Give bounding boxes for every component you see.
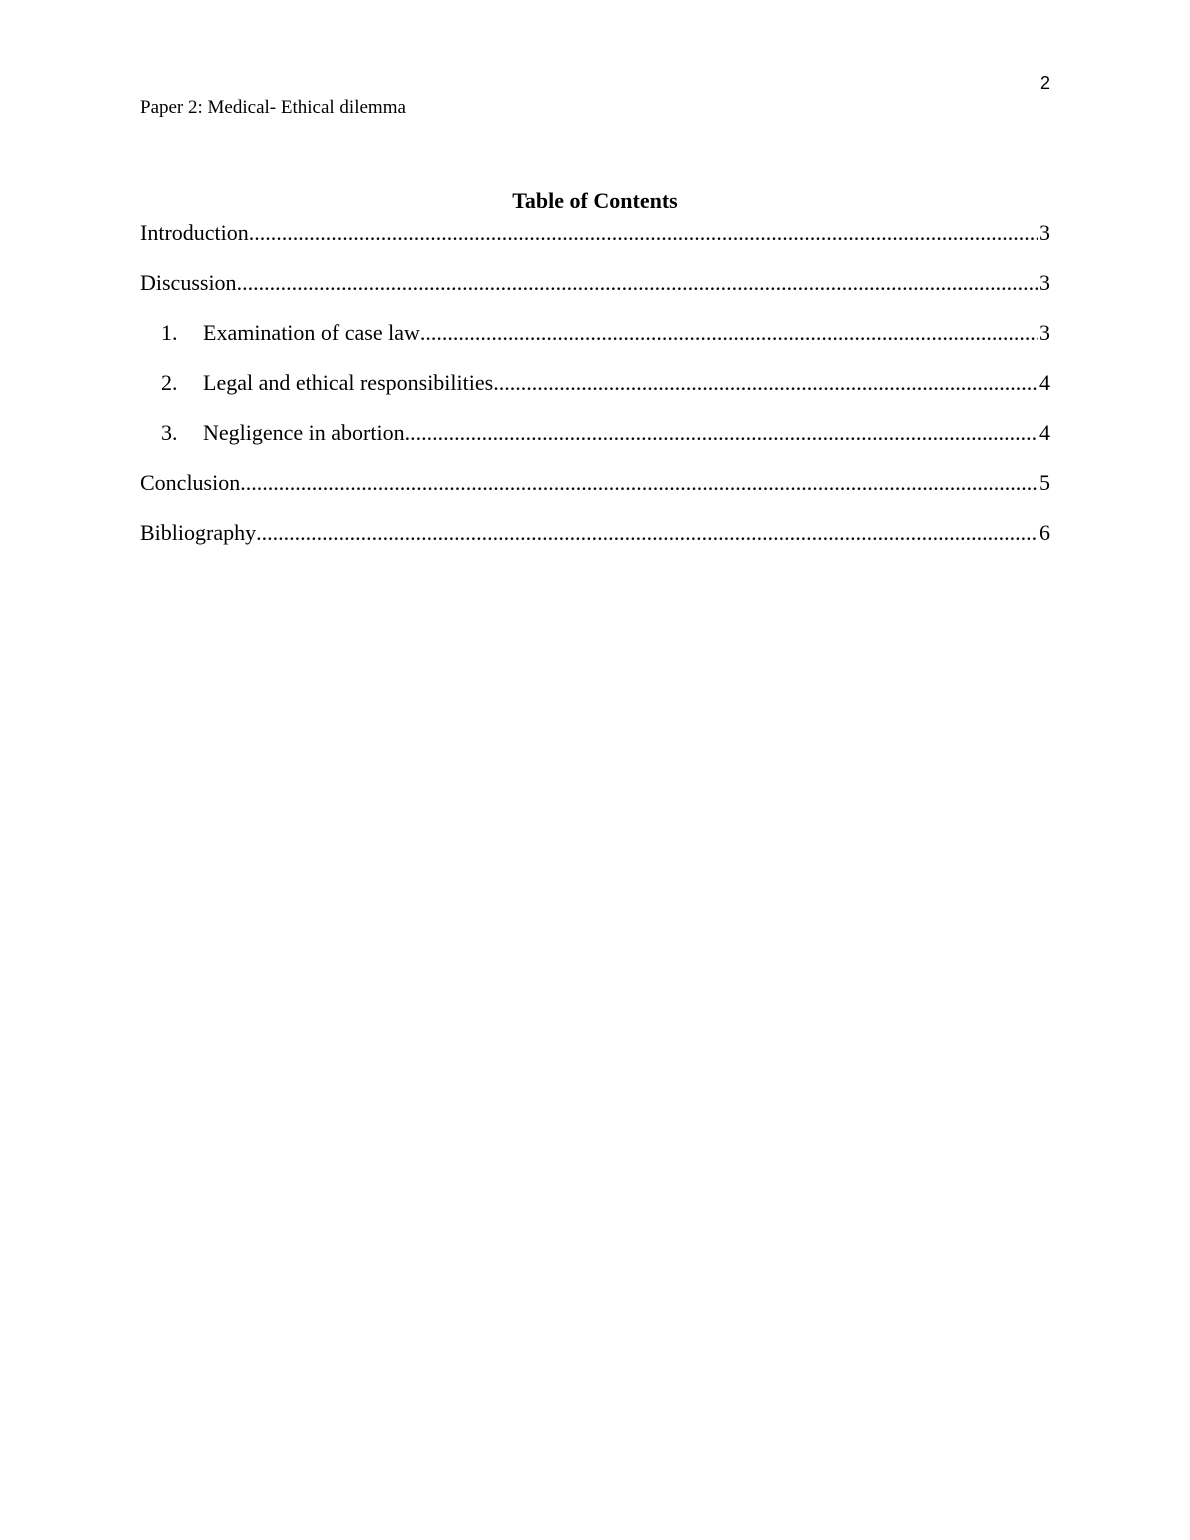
toc-entry-text: Examination of case law [203,320,420,345]
toc-title: Table of Contents [512,188,678,213]
toc-entry-page: 3 [1039,320,1050,345]
toc-dot-leader [240,468,1038,498]
toc-entry-page: 3 [1039,270,1050,295]
toc-entry-bibliography[interactable] [140,518,1050,568]
toc-dot-leader [493,368,1038,398]
toc-entry-text: Negligence in abortion [203,420,405,445]
toc-entry-page: 3 [1039,220,1050,245]
table-of-contents [140,218,1050,568]
toc-entry-page: 5 [1039,470,1050,495]
toc-entry-text: Conclusion [140,470,241,495]
toc-entry-text: Introduction [140,220,249,245]
toc-dot-leader [237,268,1038,298]
toc-entry-conclusion[interactable] [140,468,1050,518]
toc-dot-leader [405,418,1038,448]
toc-dot-leader [249,218,1038,248]
toc-dot-leader [420,318,1038,348]
page-number: 2 [1039,73,1050,93]
toc-entry-text: Discussion [140,270,237,295]
toc-entry-text: Legal and ethical responsibilities [203,370,494,395]
toc-entry-negligence-in-abortion[interactable] [140,418,1050,468]
running-head: Paper 2: Medical- Ethical dilemma [140,97,406,118]
toc-entry-text: Bibliography [140,520,257,545]
toc-entry-legal-and-ethical-responsibilities[interactable] [140,368,1050,418]
toc-entry-page: 6 [1039,520,1050,545]
toc-entry-discussion[interactable] [140,268,1050,318]
toc-entry-number: 3. [161,420,178,445]
toc-dot-leader [256,518,1038,548]
toc-entry-number: 1. [161,320,178,345]
toc-entry-examination-of-case-law[interactable] [140,318,1050,368]
toc-entry-page: 4 [1039,370,1050,395]
toc-entry-page: 4 [1039,420,1050,445]
toc-entry-introduction[interactable] [140,218,1050,268]
toc-entry-number: 2. [161,370,178,395]
